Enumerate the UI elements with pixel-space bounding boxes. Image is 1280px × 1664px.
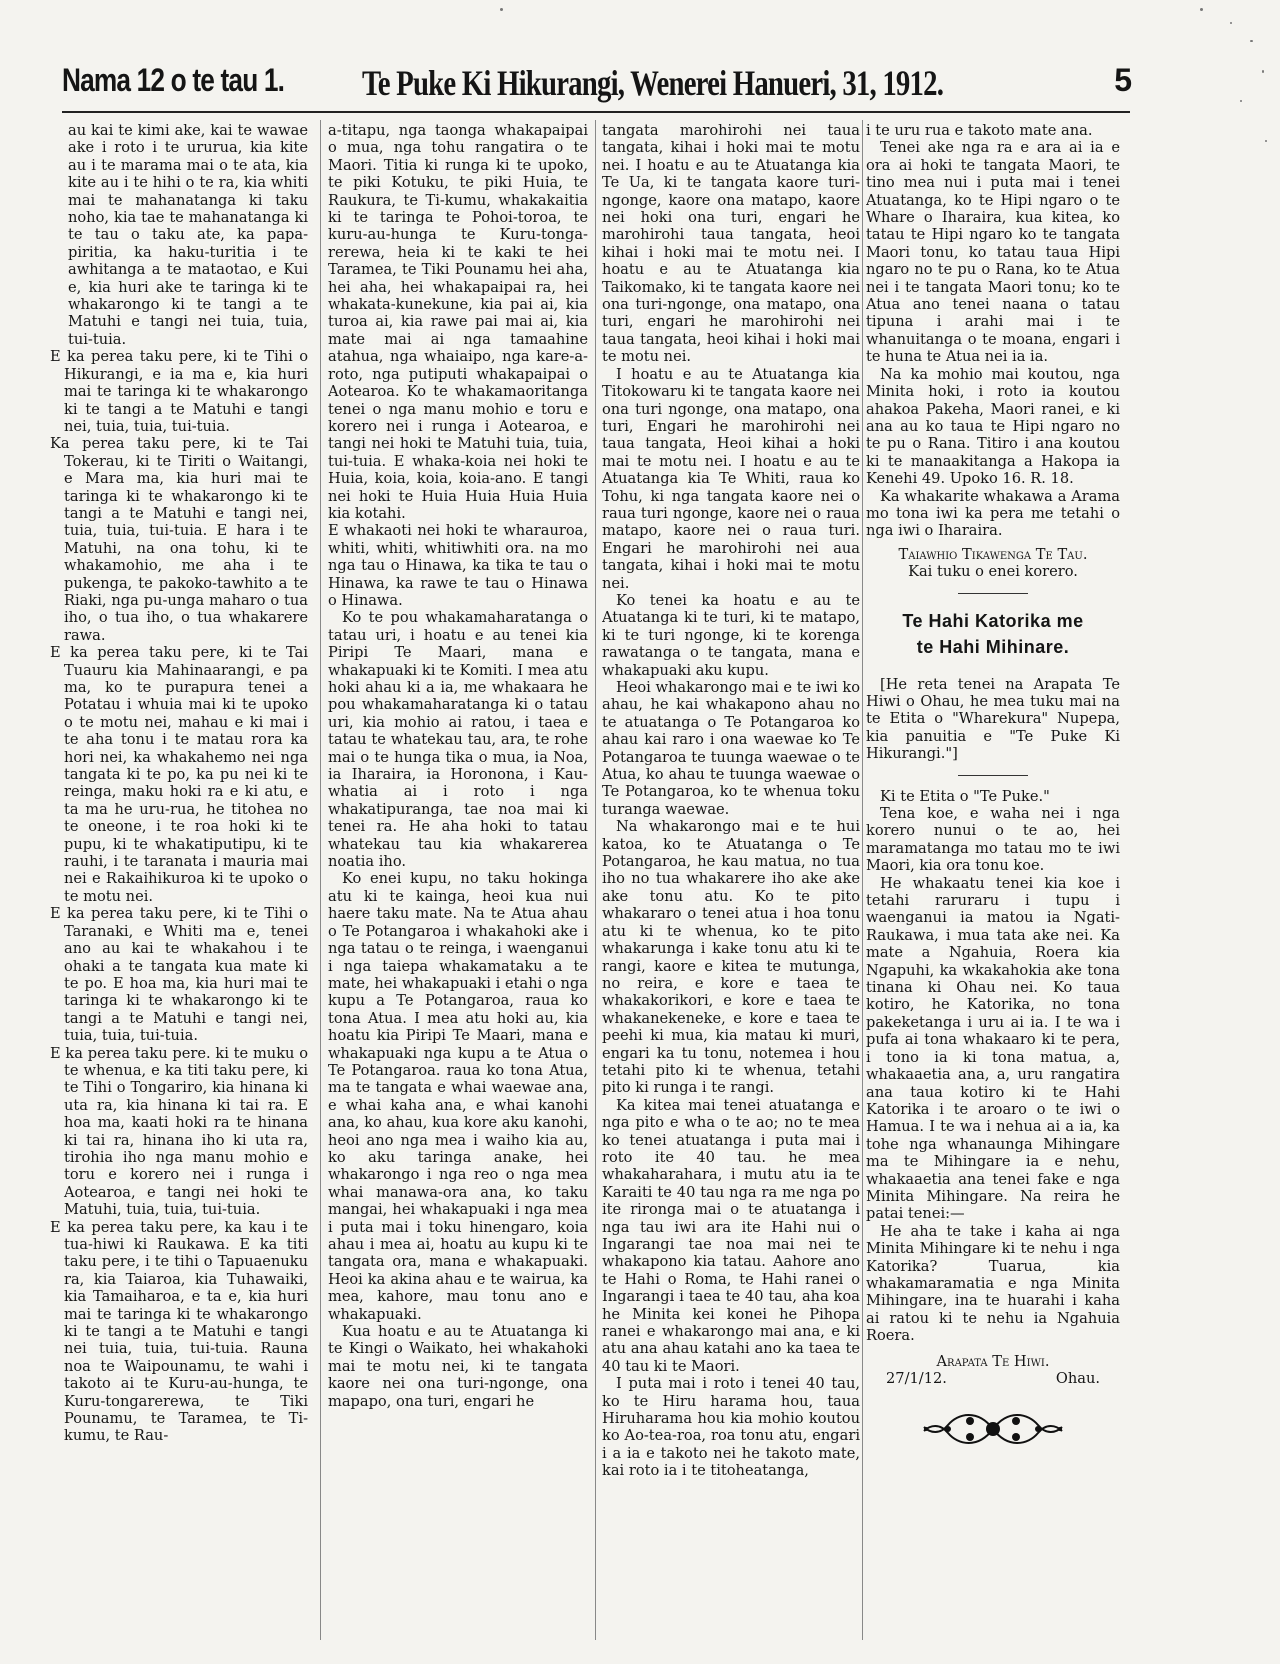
paragraph: Ko enei kupu, no taku hokinga atu ki te kainga, heoi kua nui haere taku mate. Na te Atua ahau o Te Potangaroa i whakahoki ake i nga tatau o te reinga, i waenganui i nga taiepa whakamataku a te mate, hei whakapuaki i etahi o nga kupu a Te Potangaroa, raua ko tona Atua. I mea atu hoki au, kia hoatu kia Piripi Te Maari, mana e whakapuaki nga kupu a te Atua o Te Potangaroa. raua ko tona Atua, ma te tangata e whai waewae ana, e whai kaha ana, e whai kanohi ana, ko ahau, kua kore aku kanohi, heoi ano nga mea i waiho kia au, ko aku taringa anake, hei whakarongo i nga reo o nga mea whai manawa-ora ana, ko taku mangai, hei whakapuaki i nga mea i puta mai i toku hinengaro, koia ahau i mea ai, hoatu au kupu ki te tangata ora, mana e whakapuaki. Heoi ka akina ahau e te wairua, ka mea, kahore, mau tonu ano e whakapuaki. (328, 870, 588, 1323)
header-rule (62, 111, 1130, 113)
paragraph: E ka perea taku pere. ki te muku o te whenua, e ka titi taku pere, ki te Tihi o Tongariro, kia hinana ki uta ra, kia hinana ki tai ra. E hoa ma, kaati hoki ra te hinana ki tai ra, hinana iho ki uta ra, tirohia iho nga manu mohio e toru e korero nei i runga i Aotearoa, e tangi nei hoki te Matuhi, tuia, tuia, tui-tuia. (50, 1044, 308, 1219)
paragraph: Tenei ake nga ra e ara ai ia e ora ai hoki te tangata Maori, te tino mea nui i puta mai i tenei Atuatanga, ko te Hipi ngaro o te Whare o Iharaira, kua kitea, ko tatau te Hipi ngaro ko te tangata Maori tonu, ko tatau taua Hipi ngaro no te pu o Rana, ko te Atua nei i te tangata Maori tonu; ko te Atua ano tenei naana o tatau tipuna i arahi mai i te whanuitanga o te moana, engari i te huna te Atua nei ia ia. (866, 139, 1120, 366)
masthead-title: Te Puke Ki Hikurangi, Wenerei Hanueri, 31, 1912. (362, 63, 944, 103)
section-title-line: te Hahi Mihinare. (916, 636, 1070, 657)
column-2 (328, 122, 588, 1642)
column-divider (320, 120, 321, 1640)
paragraph: I hoatu e au te Atuatanga kia Titokowaru ki te tangata kaore nei ona turi ngonge, ona matapo, ona turi, Engari he marohirohi nei taua tangata, Heoi kihai a hoki mai te motu nei. I hoatu e au te Atuatanga kia Te Whiti, raua ko Tohu, ki nga tangata kaore nei o raua turi ngonge, kaore nei o raua matapo, kaore nei o raua turi. Engari he marohirohi nei aua tangata, kihai i hoki mai te motu nei. (602, 365, 860, 592)
paragraph: E whakaoti nei hoki te wharauroa, whiti, whiti, whitiwhiti ora. na mo nga tau o Hinawa, ka tika te tau o Hinawa, ka rawe te tau o Hinawa o Hinawa. (328, 522, 588, 609)
divider (958, 775, 1028, 776)
paragraph: Ka kitea mai tenei atuatanga e nga pito e wha o te ao; no te mea ko tenei atuatanga i puta mai i roto ite 40 tau. he mea whakaharahara, i mutu atu ia te Karaiti te 40 tau nga ra me nga po ite rironga mai o te atuatanga i nga tau iwi ara ite Hahi nui o Ingarangi tae noa mai nei te whakapono kia tatau. Aahore ano te Hahi o Roma, te Hahi ranei o Ingarangi i taea te 40 tau, aha koa he Minita kei konei he Pihopa ranei e whakarongo mai ana, e ki atu ana ahau katahi ano ka taea te 40 tau ki te Maori. (602, 1096, 860, 1375)
column-divider (862, 120, 863, 1640)
paragraph: E ka perea taku pere, ki te Tihi o Hikurangi, e ia ma e, kia huri mai te taringa ki te whakarongo ki te tangi a te Matuhi e tangi nei, tuia, tuia, tui-tuia. (50, 348, 308, 435)
column-1 (50, 122, 308, 1642)
scan-speck (1240, 100, 1242, 102)
scan-speck (1265, 140, 1267, 142)
paragraph: au kai te kimi ake, kai te wawae ake i roto i te ururua, kia kite au i te marama mai o te ata, kia kite au i te hihi o te ra, kia whiti mai te mahanatanga ki taku noho, kia tae te mahanatanga ki te tau o taku ate, ka papa-piritia, ka haku-turitia i te awhitanga a te mataotao, e Kui e, kia huri ake te taringa ki te whakarongo ki te tangi a te Matuhi e tangi nei tuia, tuia, tui-tuia. (68, 122, 308, 348)
paragraph: Ka whakarite whakawa a Arama mo tona iwi ka pera me tetahi o nga iwi o Iharaira. (866, 487, 1120, 540)
paragraph: E ka perea taku pere, ki te Tai Tuauru kia Mahinaarangi, e pa ma, ko te purapura tenei a Potatau i whuia mai ki te upoko o te motu nei, mahau e ki mai i te aha tonu i te matau rora ka hori nei, ka whakahemo nei nga tangata ki te po, ka pu nei ki te reinga, maku hoki ra e ki atu, e ta ma he uru-rua, he titohea no te oneone, i te roa hoki ki te pupu, ki te whakatiputipu, ki te rauhi, i te taranata i mauria mai nei e Rakaihikuroa ki te upoko o te motu nei. (50, 644, 308, 905)
divider (958, 593, 1028, 594)
signature-name: Taiawhio Tikawenga Te Tau. (898, 545, 1088, 563)
section-title-line: Te Hahi Katorika me (902, 610, 1084, 631)
column-divider (595, 120, 596, 1640)
paragraph: a-titapu, nga taonga whakapaipai o mua, nga tohu rangatira o te Maori. Titia ki runga ki te upoko, te piki Kotuku, te piki Huia, te Raukura, te Ti-kumu, whakakaitia ki te taringa te Pohoi-toroa, te kuru-au-hunga te Kuru-tonga-rerewa, heia ki te kaki te hei Taramea, te Tiki Pounamu hei aha, hei aha, hei whakapaipai ra, hei whakata-kunekune, kia pai ai, kia turoa ai, kia rawe pai mai ai, kia mate mai ai nga tamaahine atahua, nga whaiaipo, nga kare-a-roto, nga putiputi whakapaipai o Aotearoa. Ko te whakamaoritanga tenei o nga manu mohio e toru e korero nei i runga i Aotearoa, e tangi nei hoki te Matuhi tuia, tuia, tui-tuia. E whaka-koia nei hoki te Huia, koia, koia, koia-ano. E tangi nei hoki te Huia Huia Huia Huia kia kotahi. (328, 122, 588, 522)
issue-number: Nama 12 o te tau 1. (62, 62, 285, 98)
paragraph: Heoi whakarongo mai e te iwi ko ahau, he kai whakapono ahau no te atuatanga o Te Potangaroa ko ahau kai raro i ona waewae ko Te Potangaroa te tuunga waewae o te Atua, ko ahau te tuunga waewae o Te Potangaroa, ko te whenua toku turanga waewae. (602, 679, 860, 818)
paragraph: Na ka mohio mai koutou, nga Minita hoki, i roto ia koutou ahakoa Pakeha, Maori ranei, e ki ana au ko taua te Hipi ngaro no te pu o Rana. Titiro i ana koutou ki te manaakitanga a Hakopa ia Kenehi 49. Upoko 16. R. 18. (866, 365, 1120, 488)
paragraph: Ka perea taku pere, ki te Tai Tokerau, ki te Tiriti o Waitangi, e Mara ma, kia huri mai te taringa ki te whakarongo ki te tangi a te Matuhi e tangi nei, tuia, tuia, tui-tuia. E hara i te Matuhi, na ona tohu, ki te whakamohio, me aha i te pukenga, te pakoko-tawhito a te Riaki, nga pu-unga maharo o tua iho, o tua iho, o tua whakarere rawa. (50, 435, 308, 644)
paragraph: Na whakarongo mai e te hui katoa, ko te Atuatanga o Te Potangaroa, he kau matua, no tua iho no tua whakarere iho ake ake ake tonu atu. Ko te pito whakararo o tenei atua i hoa tonu atu ki te whenua, ko te pito whakarunga i kake tonu atu ki te rangi, kaore e kitea te mutunga, no reira, e kore e taea te whakakorikori, e kore e taea te whakanekeneke, e kore e taea te peehi ki mua, kia matau ki muri, engari ka tu tonu, notemea i hou tetahi pito ki te whenua, tetahi pito ki runga i te rangi. (602, 818, 860, 1097)
floral-ornament-icon (918, 1403, 1068, 1455)
paragraph: Ko te pou whakamaharatanga o tatau uri, i hoatu e au tenei kia Piripi Te Maari, mana e whakapuaki ki te Komiti. I mea atu hoki ahau ki a ia, me whakaara he pou whakamaharatanga ki o tatau uri, kia mohio ai ratou, i taea e tatau te whatekau tau, ara, te rohe mai o te hunga tika o mua, ia Noa, ia Iharaira, ia Horonona, i Kau-whatia ai i roto i nga whakatipuranga, tae noa mai ki tenei ra. He aha hoki to tatau whatekau tau kia whakarerea noatia iho. (328, 609, 588, 871)
paragraph: Kua hoatu e au te Atuatanga ki te Kingi o Waikato, hei whakahoki mai te motu nei, ki te tangata kaore nei ona turi-ngonge, ona mapapo, ona turi, engari he (328, 1323, 588, 1410)
signature-place: Ohau. (1055, 1370, 1100, 1387)
page-number: 5 (1114, 62, 1132, 98)
paragraph: E ka perea taku pere, ki te Tihi o Taranaki, e Whiti ma e, tenei ano au kai te whakahou i te ohaki a te tangata kua mate ki te po. E hoa ma, kia huri mai te taringa ki te whakarongo ki te tangi a te Matuhi e tangi nei, tuia, tuia, tui-tuia. (50, 905, 308, 1045)
paragraph: He whakaatu tenei kia koe i tetahi raruraru i tupu i waenganui ia matou ia Ngati-Raukawa, i mua tata ake nei. Ka mate a Ngahuia, Roera kia Ngapuhi, ka wkakahokia ake tona tinana ki Ohau nei. Ko taua kotiro, he Katorika, no tona pakeketanga i uru ai ia. I te wa i pufa ai tona whakaaro ki te pera, i tono ia ki tona matua, a, whakaaetia ana, a, uru rangatira ana taua kotiro ki te Hahi Katorika i te aroaro o te iwi o Hamua. I te wa i nehua ai a ia, ka tohe nga whanaunga Mihingare ma te Mihingare ia e nehu, whakaaetia ana tenei fake e nga Minita Mihingare. Na reira he patai tenei:— (866, 874, 1120, 1223)
scan-speck (1262, 70, 1264, 73)
scan-speck (1250, 40, 1253, 42)
paragraph: i te uru rua e takoto mate ana. (866, 122, 1093, 139)
scan-speck (500, 8, 503, 11)
column-4 (866, 122, 1120, 1642)
paragraph: tangata marohirohi nei taua tangata, kihai i hoki mai te motu nei. I hoatu e au te Atuatanga kia Te Ua, ki te tangata kaore turi-ngonge, kaore ona matapo, kaore nei hoki ona turi, engari he marohirohi taua tangata, heoi kihai i hoki mai te motu nei. I hoatu e au te Atuatanga kia Taikomako, ki te tangata kaore nei ona turi-ngonge, ona matapo, ona turi, engari he marohirohi nei taua tangata, heoi kihai i hoki mai te motu nei. (602, 122, 860, 366)
column-3 (602, 122, 860, 1642)
paragraph: He aha te take i kaha ai nga Minita Mihingare ki te nehu i nga Katorika? Tuarua, kia whakamaramatia e nga Minita Mihingare, ina te huarahi i kaha ai ratou ki te nehu ia Ngahuia Roera. (866, 1222, 1120, 1345)
paragraph: Tena koe, e waha nei i nga korero nunui o te ao, hei maramatanga mo tatau mo te iwi Maori, kia ora tonu koe. (866, 805, 1120, 875)
section-title (866, 608, 1120, 660)
paragraph: Ko tenei ka hoatu e au te Atuatanga ki te turi, ki te matapo, ki te turi ngonge, ki te korenga rawatanga o te tangata, mana e whakapuaki aku kupu. (602, 591, 860, 679)
editor-note: [He reta tenei na Arapata Te Hiwi o Ohau, he mea tuku mai na te Etita o "Wharekura" Nupepa, kia panuitia e "Te Puke Ki Hikurangi."] (866, 675, 1120, 763)
page-header (62, 62, 1132, 106)
scan-speck (1230, 22, 1232, 24)
signature-date: 27/1/12. (886, 1370, 947, 1387)
paragraph: E ka perea taku pere, ka kau i te tua-hiwi ki Raukawa. E ka titi taku pere, i te tihi o Tapuaenuku ra, kia Taiaroa, kia Tuhawaiki, kia Tamaiharoa, e ta e, kia huri mai te taringa ki te whakarongo ki te tangi a te Matuhi e tangi nei tuia, tuia, tui-tuia. Rauna noa te Waipounamu, te wahi i takoto ai te Kuru-au-hunga, te Kuru-tongarerewa, te Tiki Pounamu, te Taramea, te Ti-kumu, te Rau- (50, 1218, 308, 1445)
paragraph: I puta mai i roto i tenei 40 tau, ko te Hiru harama hou, taua Hiruharama hou kia mohio koutou ko Ao-tea-roa, roa tonu atu, engari i a ia e takoto nei he takoto mate, kai roto ia i te titoheatanga, (602, 1375, 860, 1480)
signature-note: Kai tuku o enei korero. (908, 563, 1078, 581)
signature-line (866, 1370, 1120, 1387)
signature-name: Arapata Te Hiwi. (936, 1352, 1050, 1370)
scan-speck (1200, 8, 1203, 11)
salutation: Ki te Etita o "Te Puke." (880, 787, 1050, 805)
